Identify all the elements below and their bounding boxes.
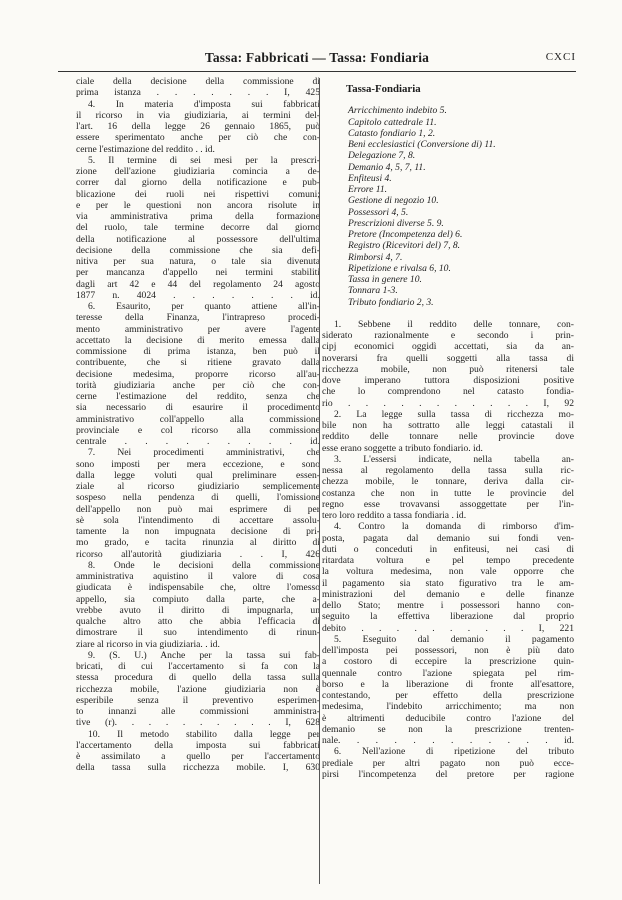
left-text-line: cerne l'estimazione del reddito . . id. <box>76 143 215 155</box>
left-text-line: dell'appello non può mai esprimere di per <box>76 503 320 515</box>
left-text-line: giudicata è indispensabile che, oltre l'omesso <box>76 582 320 594</box>
right-text-line: pirsi l'incompetenza del pretore per ragione <box>322 768 574 780</box>
right-text-line: nessa al regolamento della tassa sulla ric- <box>322 465 574 476</box>
right-text-line: prediale per altri pagato non può ecce- <box>322 757 574 769</box>
right-text-line: tero loro reddito a tassa fondiaria . id. <box>322 510 467 521</box>
left-text-line: to innanzi alle commissioni amministra- <box>76 706 320 717</box>
index-entry: Tassa in genere 10. <box>348 274 422 285</box>
right-text-line: posta, pagata dal demanio sui fondi ven- <box>322 532 574 544</box>
right-text-line: ritardata voltura e pel tempo precedente <box>322 555 574 566</box>
right-text-line: il pagamento sia stato figurativo tra le am- <box>322 577 574 589</box>
right-text-line: regno esse trovavansi assoggettate per l'in- <box>322 498 574 510</box>
left-text-line: 5. Il termine di sei mesi per la prescri- <box>88 154 320 166</box>
left-text-line: amministrativa aquistino il valore di cosa <box>76 571 320 582</box>
left-text-line: ziare al ricorso in via giudiziaria. . id. <box>76 638 220 650</box>
index-entry: Ripetizione e rivalsa 6, 10. <box>348 262 451 274</box>
left-text-line: 6. Esaurito, per quanto attiene all'in- <box>88 301 320 312</box>
index-entry: Gestione di negozio 10. <box>348 195 439 207</box>
left-text-line: l'art. 16 della legge 26 gennaio 1865, può <box>76 121 320 132</box>
left-text-line: tamente la non impugnata decisione di pri- <box>76 526 320 537</box>
left-text-line: decisione della commissione che sia defi- <box>76 244 320 256</box>
left-text-line: tive (r). . . . . . . . . . I, 628 <box>76 717 320 729</box>
right-text-line: 5. Eseguito dal demanio il pagamento <box>334 633 574 645</box>
left-text-line: dagli art 42 e 44 del regolamento 24 agosto <box>76 278 320 290</box>
left-text-line: bricati, di cui l'accertamento si fa con la <box>76 661 320 672</box>
index-entry: Pretore (Incompetenza del) 6. <box>348 229 463 240</box>
right-text-line: rio . . . . . . . . . . . I, 92 <box>322 397 574 409</box>
right-text-line: nale. . . . . . . . . . . . id. <box>322 735 574 746</box>
right-text-line: debito . . . . . . . . . . I, 221 <box>322 622 574 634</box>
left-text-line: 1877 n. 4024 . . . . . . . id. <box>76 289 320 301</box>
left-text-line: essere sperimentato anche per ciò che con- <box>76 132 320 144</box>
right-text-line: dell'imposta pei possessori, non è più dato <box>322 645 574 656</box>
left-text-line: della tassa sulla ricchezza mobile. I, 630 <box>76 762 320 774</box>
right-text-line: è altrimenti deducibile contro l'azione del <box>322 712 574 724</box>
left-text-line: l'accertamento della imposta sui fabbricati <box>76 739 320 751</box>
left-text-line: qualche altro atto che abbia l'efficacia di <box>76 616 320 627</box>
left-text-line: provinciale e col ricorso alla commissione <box>76 424 320 436</box>
right-text-line: reddito delle tonnare nelle provincie dove <box>322 431 574 443</box>
left-text-line: 8. Onde le decisioni della commissione <box>88 559 320 571</box>
left-text-line: zione dell'azione giudiziaria comincia a de- <box>76 166 320 177</box>
left-text-line: decisione medesima, proporre ricorso all'au- <box>76 368 320 380</box>
left-text-line: prima istanza . . . . . . . I, 425 <box>76 87 320 99</box>
left-text-line: accettato la decisione di merito emessa dalla <box>76 334 320 346</box>
right-text-line: 2. La legge sulla tassa di ricchezza mo- <box>334 408 574 420</box>
index-entry: Prescrizioni diverse 5. 9. <box>348 217 444 229</box>
left-text-line: ricchezza mobile, l'azione giudiziaria non è <box>76 683 320 695</box>
section-index <box>348 105 574 308</box>
left-text-line: commissione di prima istanza, ben può il <box>76 346 320 357</box>
right-text-line: che lo comprendono nel catasto fondia- <box>322 386 574 398</box>
index-entry: Demanio 4, 5, 7, 11. <box>348 161 426 173</box>
right-text-line: seguito la effettiva liberazione dal proprio <box>322 611 574 623</box>
left-text-line: del ruolo, tale termine decorre dal giorno <box>76 222 320 234</box>
right-text-line: bile non ha sottratto alle leggi catastali il <box>322 420 574 431</box>
left-text-line: esperibile senza il preventivo esperimen- <box>76 694 320 706</box>
left-text-line: 7. Nei procedimenti amministrativi, che <box>88 447 320 459</box>
right-text-line: 1. Sebbene il reddito delle tonnare, con- <box>334 318 574 330</box>
index-entry: Registro (Ricevitori del) 7, 8. <box>348 240 461 252</box>
running-header <box>58 50 576 68</box>
right-text-line: cipj economici oggidì accettati, sia da an- <box>322 341 574 353</box>
index-entry: Errore 11. <box>348 184 388 195</box>
left-text-line: teresse della Finanza, l'intrapreso procedi- <box>76 312 320 324</box>
right-text-line: medesima, l'indebito arricchimento; ma non <box>322 701 574 713</box>
left-text-line: 10. Il metodo stabilito dalla legge per <box>88 728 320 740</box>
index-entry: Beni ecclesiastici (Conversione di) 11. <box>348 139 496 150</box>
left-text-line: cerne l'estimazione del reddito, senza che <box>76 391 320 402</box>
right-text-line: la voltura medesima, non vale opporre che <box>322 566 574 578</box>
index-entry: Rimborsi 4, 7. <box>348 251 403 263</box>
left-text-line: sè sola l'intendimento di accettare assolu- <box>76 514 320 526</box>
index-entry: Possessori 4, 5. <box>348 206 409 218</box>
right-text-line: 6. Nell'azione di ripetizione del tributo <box>334 746 574 758</box>
left-column <box>76 76 320 774</box>
right-text-line: dove imperano tuttora disposizioni positive <box>322 375 574 386</box>
left-text-line: ziale al ricorso giudiziario semplicemente <box>76 481 320 492</box>
index-entry: Delegazione 7, 8. <box>348 150 416 162</box>
left-text-line: è assimilato a quello per l'accertamento <box>76 751 320 762</box>
right-text-line: ministrazioni del demanio e delle finanze <box>322 588 574 600</box>
left-text-line: mento amministrativo per avere l'agente <box>76 323 320 335</box>
left-text-line: e per le questioni non ancora risolute in <box>76 199 320 211</box>
left-text-line: contribuente, che si ritiene gravato dalla <box>76 357 320 369</box>
left-text-line: dalla legge voluti qual preliminare essen- <box>76 469 320 481</box>
left-text-line: amministrativo coll'appello alla commissione <box>76 413 320 425</box>
left-text-line: sono imposti per mera eccezione, e sono <box>76 458 320 470</box>
right-text-line: chezza mobile, le tonnare, deriva dalla cir- <box>322 476 574 488</box>
left-text-line: appello, sia compiuto dalla parte, che a- <box>76 593 320 605</box>
page-number: CXCI <box>545 51 576 63</box>
right-column <box>322 76 574 780</box>
right-text-line: siderato razionalmente e secondo i prin- <box>322 330 574 341</box>
left-text-line: della notificazione al possessore dell'ultima <box>76 233 320 245</box>
header-rule <box>58 71 576 72</box>
right-text-line: duti o conceduti in enfiteusi, nei casi di <box>322 543 574 555</box>
left-text-line: sia necessario di esaurire il procedimento <box>76 402 320 414</box>
right-text-line: borso e la liberazione di fronte all'esattore, <box>322 678 574 690</box>
left-text-line: mo grado, e tacita rinunzia al diritto di <box>76 537 320 549</box>
right-text-line: contestando, per effetto della prescrizione <box>322 690 574 701</box>
right-body <box>322 319 574 780</box>
left-text-line: ciale della decisione della commissione di <box>76 76 320 87</box>
index-entry: Enfiteusi 4. <box>348 172 392 184</box>
right-text-line: noverarsi fra quelli soggetti alla tassa di <box>322 352 574 364</box>
right-text-line: 4. Contro la domanda di rimborso d'im- <box>334 521 574 533</box>
left-text-line: centrale . . . . . . . . . id. <box>76 436 320 447</box>
left-text-line: dimostrare il suo intendimento di rinun- <box>76 627 320 639</box>
right-text-line: esse erano soggette a tributo fondiario. id. <box>322 442 483 454</box>
right-text-line: demanio se non la prescrizione trenten- <box>322 723 574 735</box>
left-text-line: stessa procedura di quello della tassa sulla <box>76 672 320 684</box>
index-entry: Tonnara 1-3. <box>348 285 398 297</box>
section-title: Tassa-Fondiaria <box>346 83 421 95</box>
index-entry: Tributo fondiario 2, 3. <box>348 296 434 308</box>
left-text-line: blicazione dei ruoli nei rispettivi comuni; <box>76 188 320 200</box>
right-text-line: quennale contro l'azione spiegata pel rim- <box>322 667 574 679</box>
left-text-line: sospeso nella pendenza di quelli, l'omissione <box>76 492 320 504</box>
left-text-line: vrebbe avuto il diritto di impugnarla, un <box>76 604 320 616</box>
right-text-line: dello Stato; mentre i possessori hanno con- <box>322 600 574 611</box>
left-text-line: il ricorso in via giudiziaria, ai termini del- <box>76 109 320 121</box>
index-entry: Arricchimento indebito 5. <box>348 105 447 117</box>
header-title: Tassa: Fabbricati — Tassa: Fondiaria <box>204 50 430 65</box>
right-text-line: costanza che non in tutte le provincie del <box>322 487 574 499</box>
left-text-line: via amministrativa prima della formazione <box>76 211 320 222</box>
left-text-line: torità giudiziaria anche per ciò che con- <box>76 379 320 391</box>
right-text-line: ricchezza mobile, non può ritenersi tale <box>322 363 574 375</box>
left-text-line: 4. In materia d'imposta sui fabbricati <box>88 98 320 110</box>
column-divider <box>319 78 320 884</box>
left-text-line: ricorso all'autorità giudiziaria . . I, 426 <box>76 548 320 560</box>
left-text-line: nitiva per sua natura, o tale sia divenuta <box>76 256 320 267</box>
index-entry: Catasto fondiario 1, 2. <box>348 127 436 139</box>
right-text-line: 3. L'essersi indicate, nella tabella an- <box>334 453 574 465</box>
left-text-line: 9. (S. U.) Anche per la tassa sui fab- <box>88 649 320 661</box>
right-text-line: a costoro di eccepire la prescrizione quin- <box>322 656 574 668</box>
index-entry: Capitolo cattedrale 11. <box>348 116 437 128</box>
left-text-line: correr dal giorno della notificazione e pub- <box>76 177 320 189</box>
left-text-line: per mancanza d'appello nei termini stabiliti <box>76 267 320 279</box>
